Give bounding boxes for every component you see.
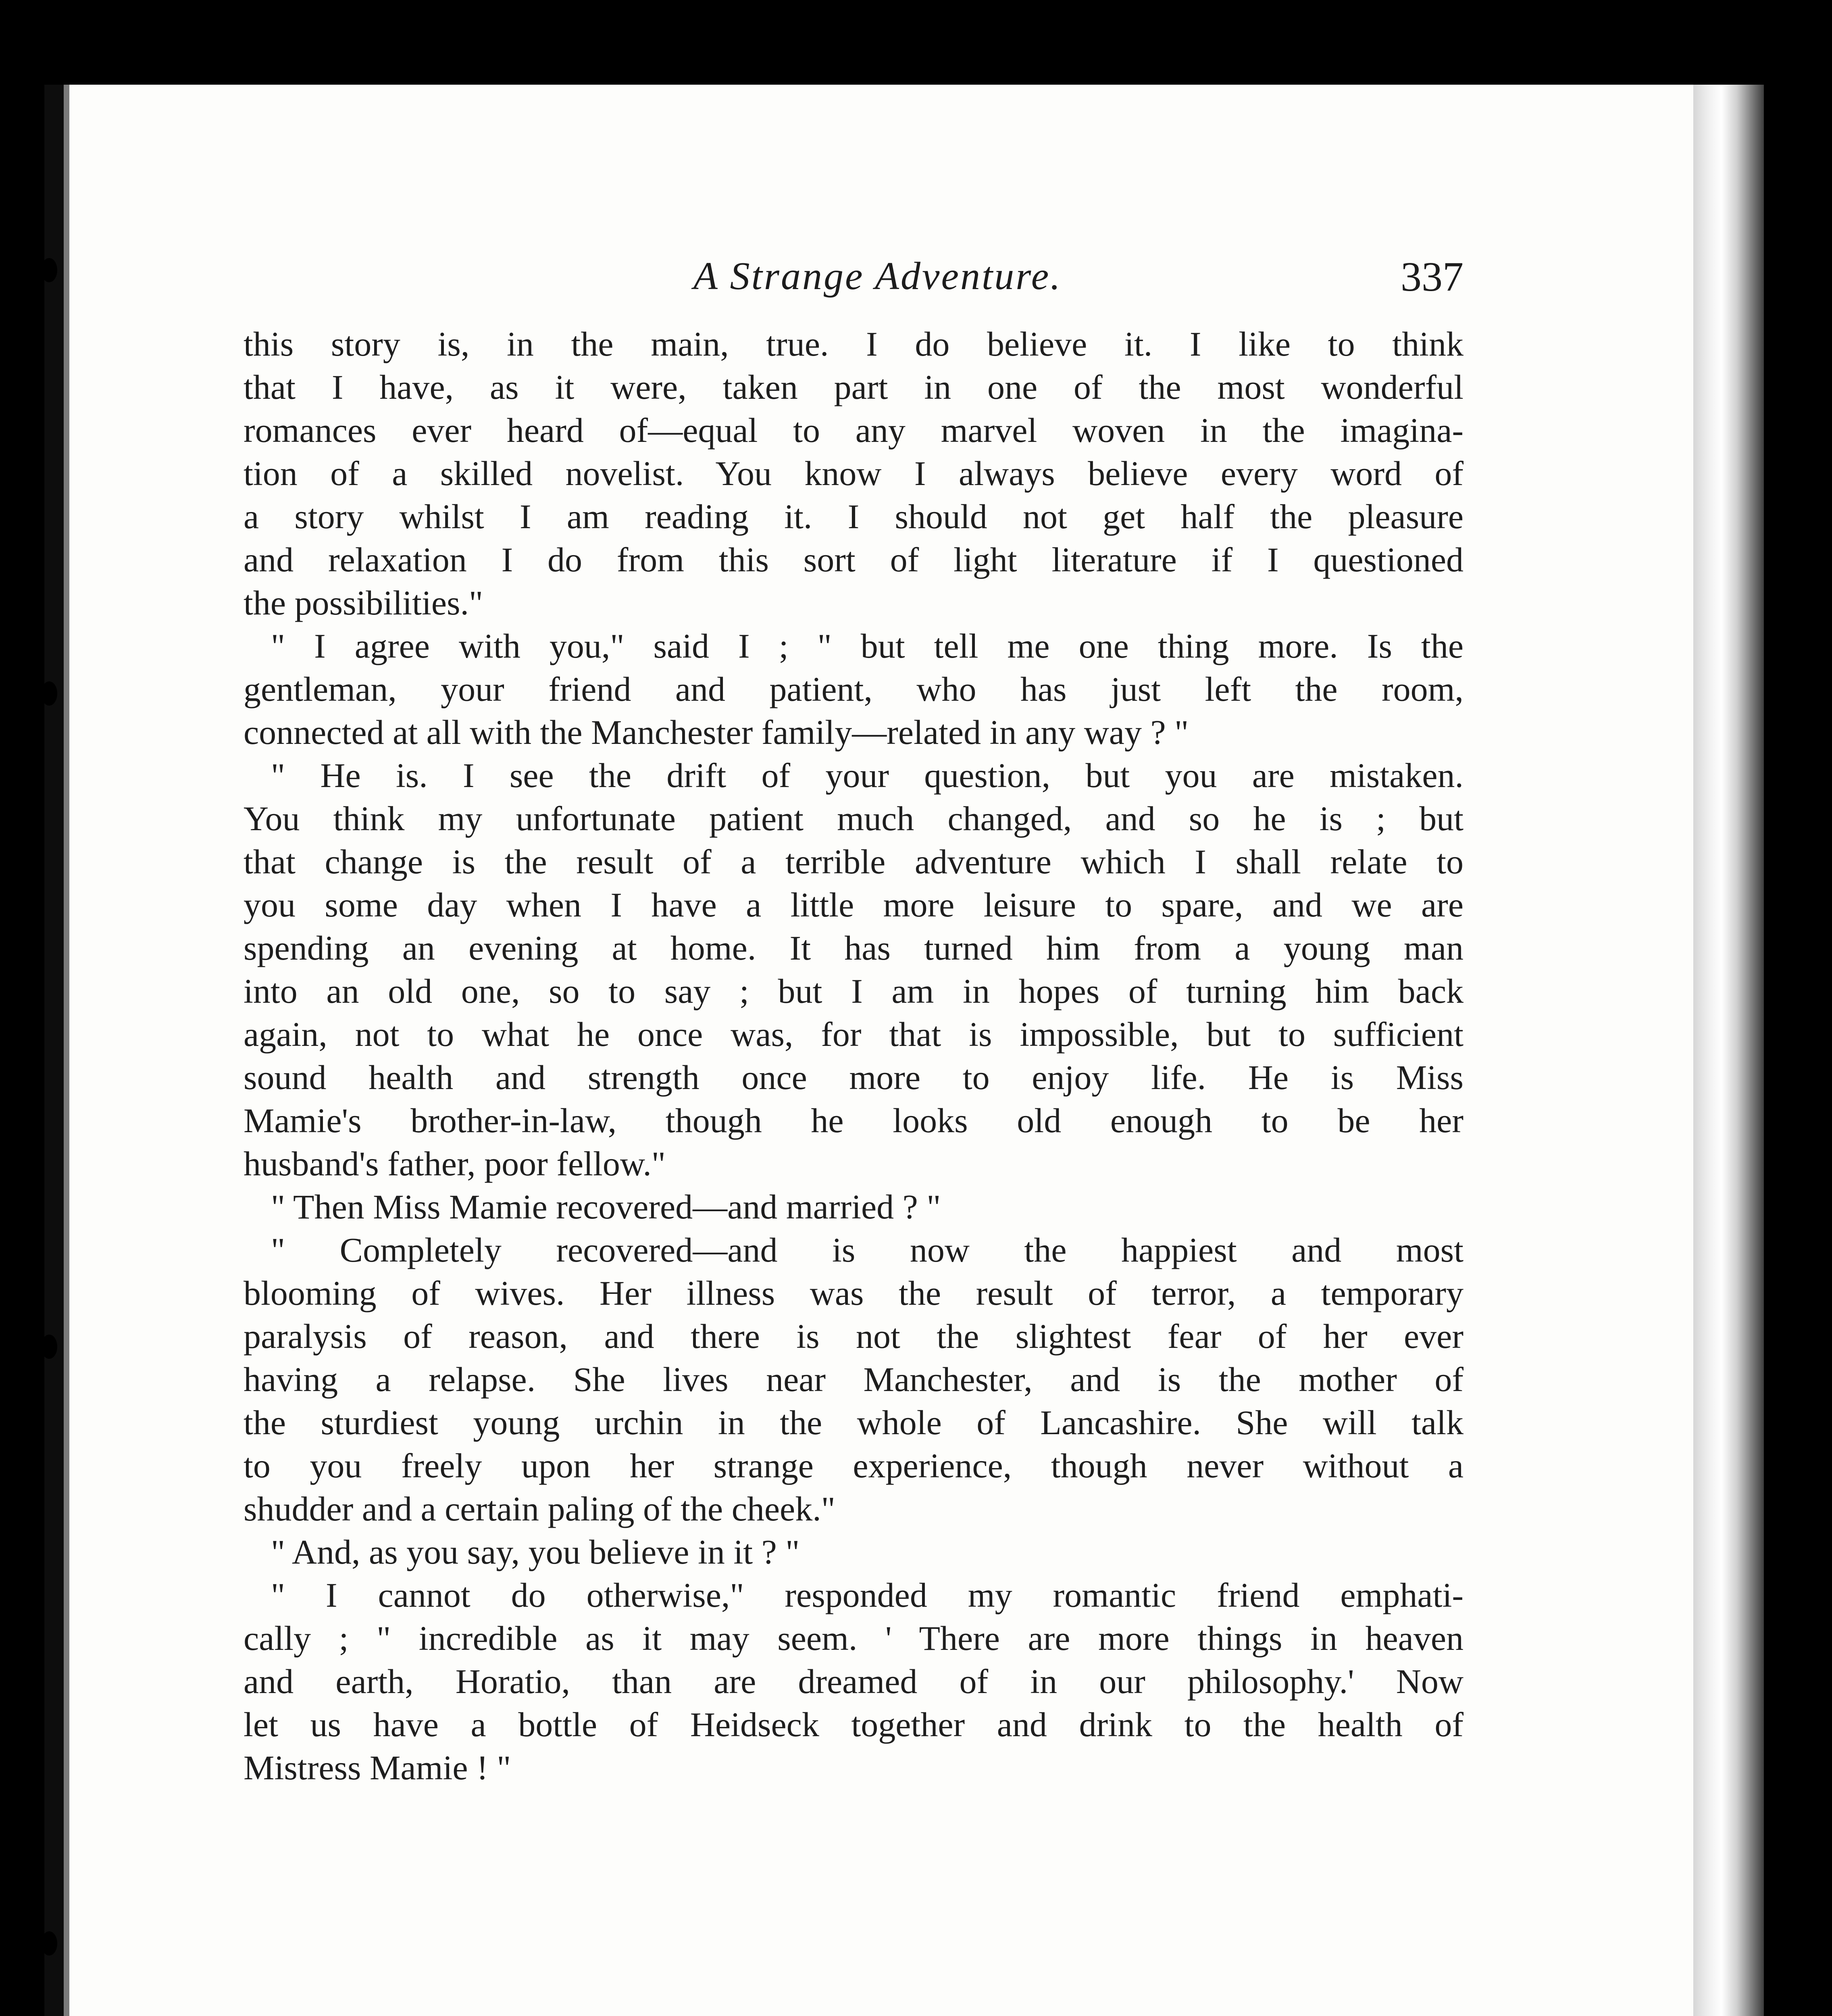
text-line: paralysis of reason, and there is not the slightest fear of her ever xyxy=(244,1317,1464,1356)
page-gutter-edge xyxy=(64,85,69,2016)
text-line: and relaxation I do from this sort of light literature if I questioned xyxy=(244,540,1464,579)
text-line: sound health and strength once more to enjoy life. He is Miss xyxy=(244,1058,1464,1097)
running-title: A Strange Adventure. xyxy=(693,254,1062,298)
binding-notch xyxy=(41,1335,57,1359)
text-line: " He is. I see the drift of your question, but you are mistaken. xyxy=(271,756,1464,795)
text-line: to you freely upon her strange experience, though never without a xyxy=(244,1446,1464,1485)
text-line: let us have a bottle of Heidseck together and drink to the health of xyxy=(244,1705,1464,1744)
page-gutter-shadow xyxy=(44,85,64,2016)
text-line: cally ; " incredible as it may seem. ' There are more things in heaven xyxy=(244,1619,1464,1658)
text-line: shudder and a certain paling of the cheek." xyxy=(244,1489,835,1528)
text-line: Mamie's brother-in-law, though he looks old enough to be her xyxy=(244,1101,1464,1140)
text-line: that change is the result of a terrible adventure which I shall relate to xyxy=(244,842,1464,881)
text-line: having a relapse. She lives near Manchester, and is the mother of xyxy=(244,1360,1464,1399)
page-stack-edge xyxy=(1693,85,1764,2016)
page-number: 337 xyxy=(1401,254,1464,300)
text-line: " And, as you say, you believe in it ? " xyxy=(271,1533,800,1571)
text-line: the sturdiest young urchin in the whole of Lancashire. She will talk xyxy=(244,1403,1464,1442)
text-line: husband's father, poor fellow." xyxy=(244,1144,666,1183)
text-line: Mistress Mamie ! " xyxy=(244,1748,511,1787)
text-line: spending an evening at home. It has turned him from a young man xyxy=(244,929,1464,967)
text-line: " Then Miss Mamie recovered—and married ? " xyxy=(271,1187,941,1226)
text-line: " Completely recovered—and is now the happiest and most xyxy=(271,1231,1464,1269)
binding-notch xyxy=(41,681,57,706)
text-line: and earth, Horatio, than are dreamed of in our philosophy.' Now xyxy=(244,1662,1464,1701)
text-line: tion of a skilled novelist. You know I always believe every word of xyxy=(244,454,1464,493)
text-line: " I cannot do otherwise," responded my romantic friend emphati- xyxy=(271,1576,1464,1614)
body-text xyxy=(244,323,1464,1789)
text-line: that I have, as it were, taken part in one of the most wonderful xyxy=(244,368,1464,406)
text-line: blooming of wives. Her illness was the result of terror, a temporary xyxy=(244,1274,1464,1312)
text-line: again, not to what he once was, for that is impossible, but to sufficient xyxy=(244,1015,1464,1054)
text-line: gentleman, your friend and patient, who has just left the room, xyxy=(244,670,1464,708)
binding-notch xyxy=(41,258,57,282)
text-line: connected at all with the Manchester family—related in any way ? " xyxy=(244,713,1189,752)
text-line: this story is, in the main, true. I do believe it. I like to think xyxy=(244,325,1464,363)
text-line: into an old one, so to say ; but I am in hopes of turning him back xyxy=(244,972,1464,1010)
text-line: " I agree with you," said I ; " but tell me one thing more. Is the xyxy=(271,627,1464,665)
text-line: you some day when I have a little more leisure to spare, and we are xyxy=(244,885,1464,924)
text-line: You think my unfortunate patient much changed, and so he is ; but xyxy=(244,799,1464,838)
binding-notch xyxy=(41,1931,57,1956)
text-line: the possibilities." xyxy=(244,583,483,622)
text-line: romances ever heard of—equal to any marvel woven in the imagina- xyxy=(244,411,1464,450)
text-line: a story whilst I am reading it. I should not get half the pleasure xyxy=(244,497,1464,536)
